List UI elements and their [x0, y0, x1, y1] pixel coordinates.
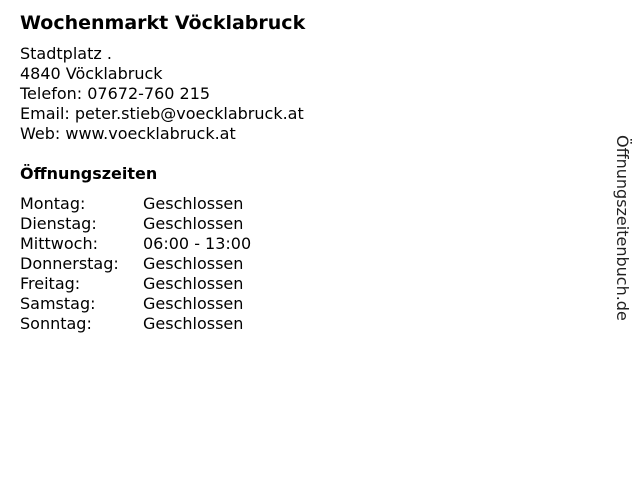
hours-row-tuesday [20, 214, 251, 234]
day-hours: Geschlossen [143, 214, 244, 233]
hours-row-thursday [20, 254, 251, 274]
day-label: Dienstag: [20, 214, 97, 233]
hours-row-saturday [20, 294, 251, 314]
day-hours: 06:00 - 13:00 [143, 234, 252, 253]
day-label: Samstag: [20, 294, 96, 313]
phone-line: Telefon: 07672-760 215 [20, 84, 211, 103]
day-label: Montag: [20, 194, 86, 213]
day-hours: Geschlossen [143, 314, 244, 333]
day-hours: Geschlossen [143, 194, 244, 213]
day-label: Mittwoch: [20, 234, 98, 253]
site-brand-vertical: Öffnungszeitenbuch.de [613, 135, 632, 321]
web-line: Web: www.voecklabruck.at [20, 124, 236, 143]
hours-row-monday [20, 194, 251, 214]
day-label: Donnerstag: [20, 254, 119, 273]
hours-row-wednesday [20, 234, 251, 254]
opening-hours-heading: Öffnungszeiten [20, 164, 158, 183]
city-line: 4840 Vöcklabruck [20, 64, 163, 83]
listing-title: Wochenmarkt Vöcklabruck [20, 12, 306, 34]
day-hours: Geschlossen [143, 294, 244, 313]
day-hours: Geschlossen [143, 254, 244, 273]
day-label: Sonntag: [20, 314, 92, 333]
street-line: Stadtplatz . [20, 44, 112, 63]
day-hours: Geschlossen [143, 274, 244, 293]
opening-hours-table [20, 194, 251, 334]
day-label: Freitag: [20, 274, 81, 293]
address-block [20, 44, 304, 144]
email-line: Email: peter.stieb@voecklabruck.at [20, 104, 304, 123]
hours-row-friday [20, 274, 251, 294]
hours-row-sunday [20, 314, 251, 334]
